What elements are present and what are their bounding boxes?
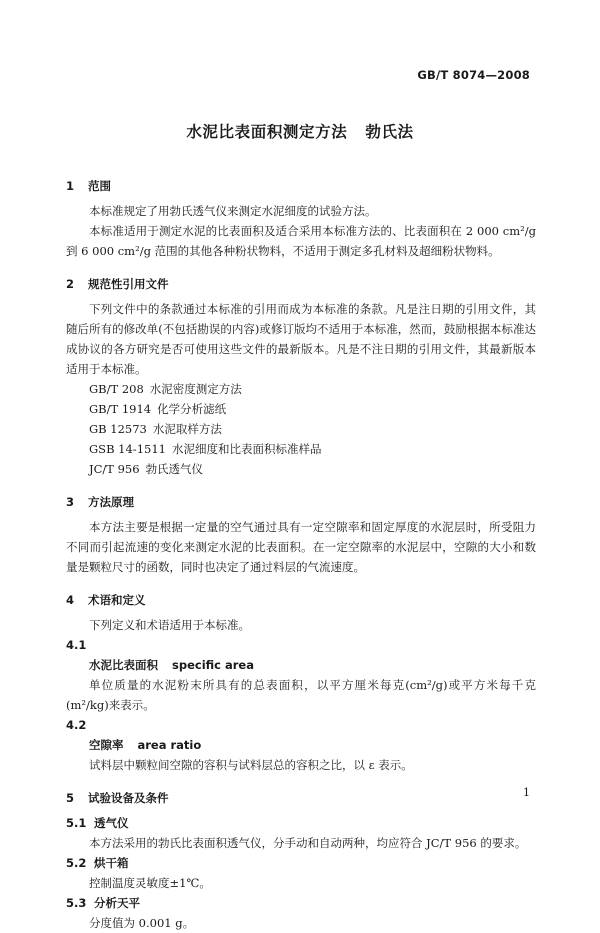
clause-number: 4.1 — [66, 638, 87, 652]
paragraph: 下列文件中的条款通过本标准的引用而成为本标准的条款。凡是注日期的引用文件，其随后所有的修改单(不包括勘误的内容)或修订版均不适用于本标准，然而，鼓励根据本标准达成协议的各方研究是否可使用这些文件的最新版本。凡是不注日期的引用文件，其最新版本适用于本标准。 — [66, 302, 536, 376]
term-definition: 试料层中颗粒间空隙的容积与试料层总的容积之比，以 ε 表示。 — [89, 758, 413, 772]
paragraph: 本标准适用于测定水泥的比表面积及适合采用本标准方法的、比表面积在 2 000 cm²/g 到 6 000 cm²/g 范围的其他各种粉状物料，不适用于测定多孔材料及超细粉状物料。 — [66, 224, 536, 258]
standard-code: GB/T 8074—2008 — [417, 68, 530, 82]
page-number: 1 — [523, 786, 530, 799]
title-method: 勃氏法 — [365, 123, 414, 141]
clause-heading: 5.2 烘干箱 — [66, 856, 129, 870]
section-heading-5: 5 试验设备及条件 — [66, 791, 169, 805]
term-definition: 单位质量的水泥粉末所具有的总表面积，以平方厘米每克(cm²/g)或平方米每千克(m²/kg)来表示。 — [66, 678, 536, 712]
clause-heading: 5.3 分析天平 — [66, 896, 140, 910]
section-heading-3: 3 方法原理 — [66, 495, 134, 509]
title-main: 水泥比表面积测定方法 — [186, 123, 348, 141]
term-entry: 空隙率 area ratio — [89, 738, 202, 752]
section-heading-1: 1 范围 — [66, 179, 111, 193]
paragraph: 本方法采用的勃氏比表面积透气仪，分手动和自动两种，均应符合 JC/T 956 的要求。 — [89, 836, 527, 850]
reference-item: GSB 14-1511 水泥细度和比表面积标准样品 — [89, 442, 322, 456]
reference-item: GB 12573 水泥取样方法 — [89, 422, 222, 436]
paragraph: 本标准规定了用勃氏透气仪来测定水泥细度的试验方法。 — [89, 204, 377, 218]
term-entry: 水泥比表面积 specific area — [89, 658, 254, 672]
paragraph: 下列定义和术语适用于本标准。 — [89, 618, 250, 632]
reference-item: GB/T 208 水泥密度测定方法 — [89, 382, 242, 396]
reference-item: JC/T 956 勃氏透气仪 — [89, 462, 204, 476]
paragraph: 分度值为 0.001 g。 — [89, 916, 195, 930]
section-heading-2: 2 规范性引用文件 — [66, 277, 169, 291]
clause-heading: 5.1 透气仪 — [66, 816, 129, 830]
paragraph: 控制温度灵敏度±1℃。 — [89, 876, 211, 890]
document-body — [66, 176, 536, 933]
clause-number: 4.2 — [66, 718, 87, 732]
reference-item: GB/T 1914 化学分析滤纸 — [89, 402, 227, 416]
section-heading-4: 4 术语和定义 — [66, 593, 146, 607]
paragraph: 本方法主要是根据一定量的空气通过具有一定空隙率和固定厚度的水泥层时，所受阻力不同而引起流速的变化来测定水泥的比表面积。在一定空隙率的水泥层中，空隙的大小和数量是颗粒尺寸的函数，同时也决定了通过料层的气流速度。 — [66, 520, 536, 574]
document-title — [0, 120, 600, 142]
